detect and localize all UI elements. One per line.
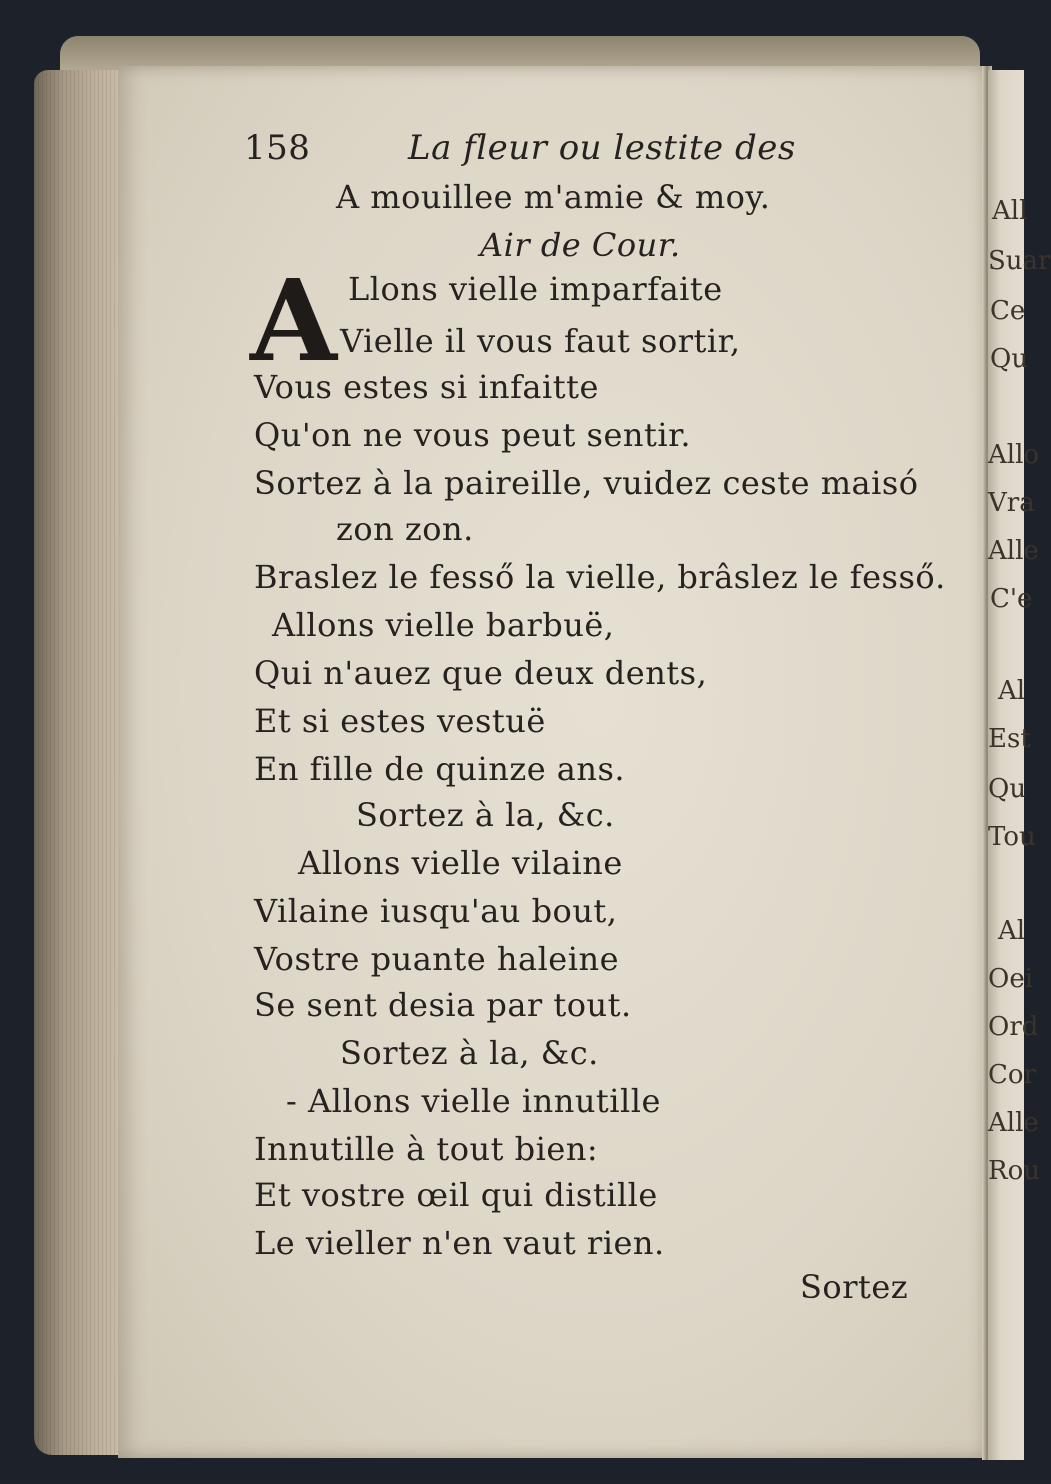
catchword: Sortez [800,1268,909,1306]
facing-fragment: Al [998,676,1026,706]
facing-fragment: Tou [988,822,1036,852]
facing-fragment: Al [998,916,1026,946]
facing-fragment: Suar [988,246,1051,276]
poem-line: Allons vielle vilaine [298,844,623,882]
refrain-line: Sortez à la, &c. [340,1034,599,1072]
closing-line: A mouillee m'amie & moy. [336,178,771,216]
facing-fragment: Rou [988,1156,1040,1186]
facing-fragment: Cor [988,1060,1036,1090]
poem-line: Le vieller n'en vaut rien. [254,1224,665,1262]
facing-fragment: Qu [988,774,1027,804]
poem-line: Llons vielle imparfaite [348,270,723,308]
facing-fragment: Vra [988,488,1035,518]
poem-line: Braslez le fesső la vielle, brâslez le fesső. [254,558,946,596]
facing-fragment: Alle [988,1108,1039,1138]
facing-fragment: Est [988,724,1031,754]
drop-cap: A [250,256,337,387]
poem-line: - Allons vielle innutille [286,1082,661,1120]
facing-fragment: All [992,196,1028,226]
facing-fragment: Alle [988,536,1039,566]
poem-line: Se sent desia par tout. [254,986,632,1024]
facing-page [988,70,1027,1460]
poem-line: Vous estes si infaitte [254,368,599,406]
poem-line: Innutille à tout bien: [254,1130,599,1168]
poem-line: Vostre puante haleine [254,940,620,978]
poem-line: Qui n'auez que deux dents, [254,654,708,692]
poem-line: Et si estes vestuë [254,702,546,740]
poem-line: Et vostre œil qui distille [254,1176,658,1214]
facing-fragment: Oei [988,964,1034,994]
poem-line: Sortez à la paireille, vuidez ceste maisó [254,464,919,502]
poem-line: Vielle il vous faut sortir, [340,322,741,360]
page-number: 158 [244,128,311,168]
refrain-line: Sortez à la, &c. [356,796,615,834]
facing-fragment: Qu [990,344,1029,374]
poem-line: zon zon. [336,510,474,548]
poem-line: Qu'on ne vous peut sentir. [254,416,692,454]
facing-fragment: C'e [990,584,1033,614]
facing-fragment: Allo [988,440,1040,470]
facing-fragment: Ce [990,296,1026,326]
poem-line: Vilaine iusqu'au bout, [254,892,618,930]
running-title: La fleur ou lestite des [408,128,796,168]
poem-line: Allons vielle barbuë, [272,606,615,644]
song-heading: Air de Cour. [480,226,681,264]
facing-fragment: Ord [988,1012,1039,1042]
poem-line: En fille de quinze ans. [254,750,626,788]
